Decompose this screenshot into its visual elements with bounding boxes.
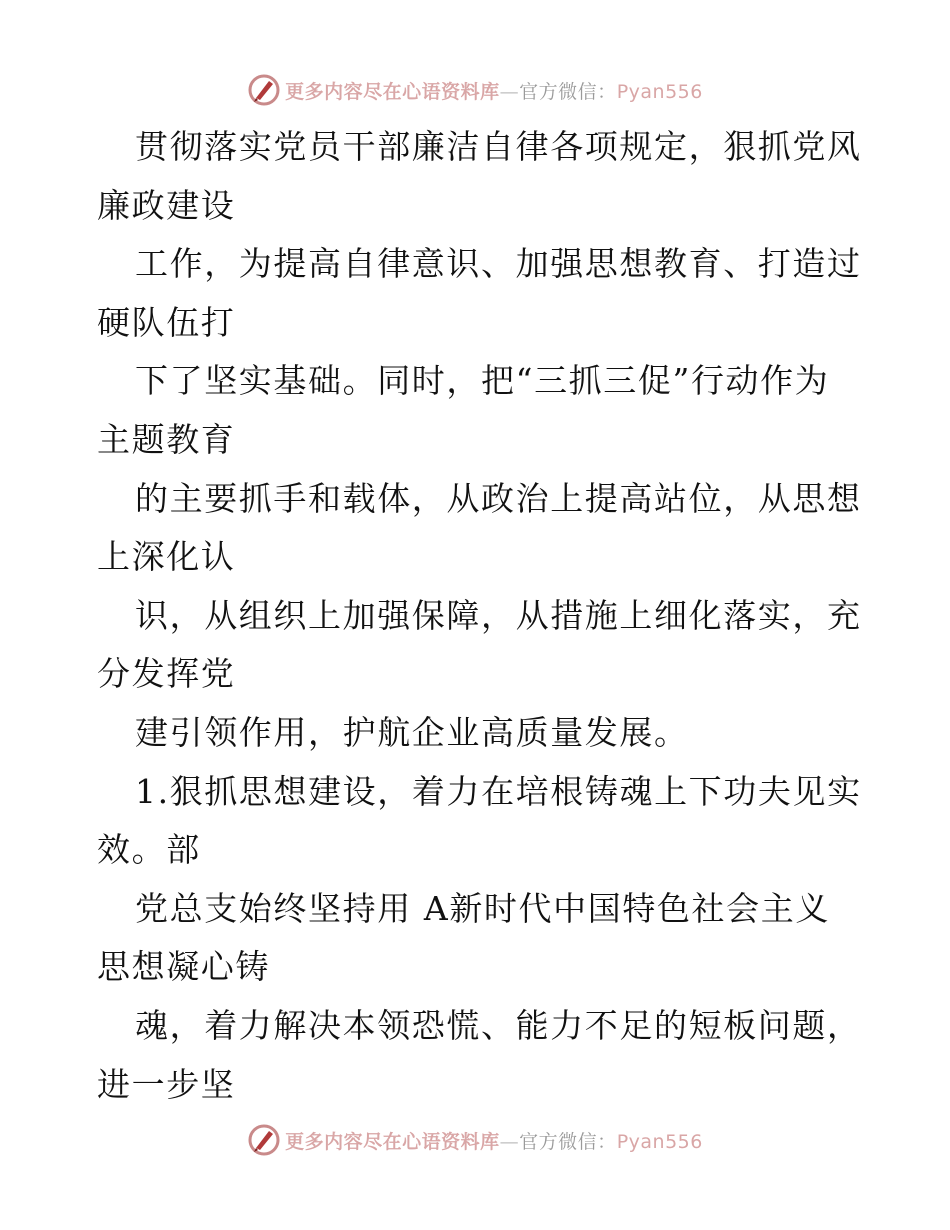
watermark-separator: —: [499, 80, 520, 103]
text-line: 建引领作用，护航企业高质量发展。: [135, 712, 689, 752]
watermark-separator: —: [499, 1130, 520, 1153]
text-line: 党总支始终坚持用 A新时代中国特色社会主义: [135, 888, 830, 928]
text-line: 贯彻落实党员干部廉洁自律各项规定，狠抓党风: [135, 127, 862, 166]
header-watermark: [0, 72, 950, 108]
text-line: 硬队伍打: [97, 302, 236, 342]
text-line: 下了坚实基础。同时，把“三抓三促”行动作为: [135, 361, 830, 401]
text-line: 主题教育: [97, 419, 236, 459]
document-body: [97, 118, 862, 1114]
quill-pen-logo-icon: [247, 1123, 281, 1157]
watermark-text: [285, 1127, 703, 1154]
footer-watermark: [0, 1122, 950, 1158]
watermark-label: 官方微信：: [519, 80, 617, 103]
text-line: 识，从组织上加强保障，从措施上细化落实，充: [135, 595, 862, 635]
text-line: 上深化认: [97, 537, 236, 577]
text-line: 魂，着力解决本领恐慌、能力不足的短板问题，: [135, 1005, 862, 1045]
text-line: 效。部: [97, 830, 201, 870]
watermark-text: [285, 77, 703, 104]
quill-pen-logo-icon: [247, 73, 281, 107]
watermark-main: 更多内容尽在心语资料库: [285, 80, 500, 103]
watermark-label: 官方微信：: [519, 1130, 617, 1153]
text-line: 思想凝心铸: [97, 947, 270, 987]
text-line: 1.狠抓思想建设，着力在培根铸魂上下功夫见实: [135, 771, 862, 811]
text-line: 进一步坚: [97, 1064, 236, 1104]
watermark-main: 更多内容尽在心语资料库: [285, 1130, 500, 1153]
watermark-id: Pyan556: [616, 1130, 703, 1153]
watermark-id: Pyan556: [616, 80, 703, 103]
text-line: 的主要抓手和载体，从政治上提高站位，从思想: [135, 478, 862, 518]
text-line: 廉政建设: [97, 185, 236, 225]
text-line: 工作，为提高自律意识、加强思想教育、打造过: [135, 244, 862, 284]
text-line: 分发挥党: [97, 654, 236, 694]
